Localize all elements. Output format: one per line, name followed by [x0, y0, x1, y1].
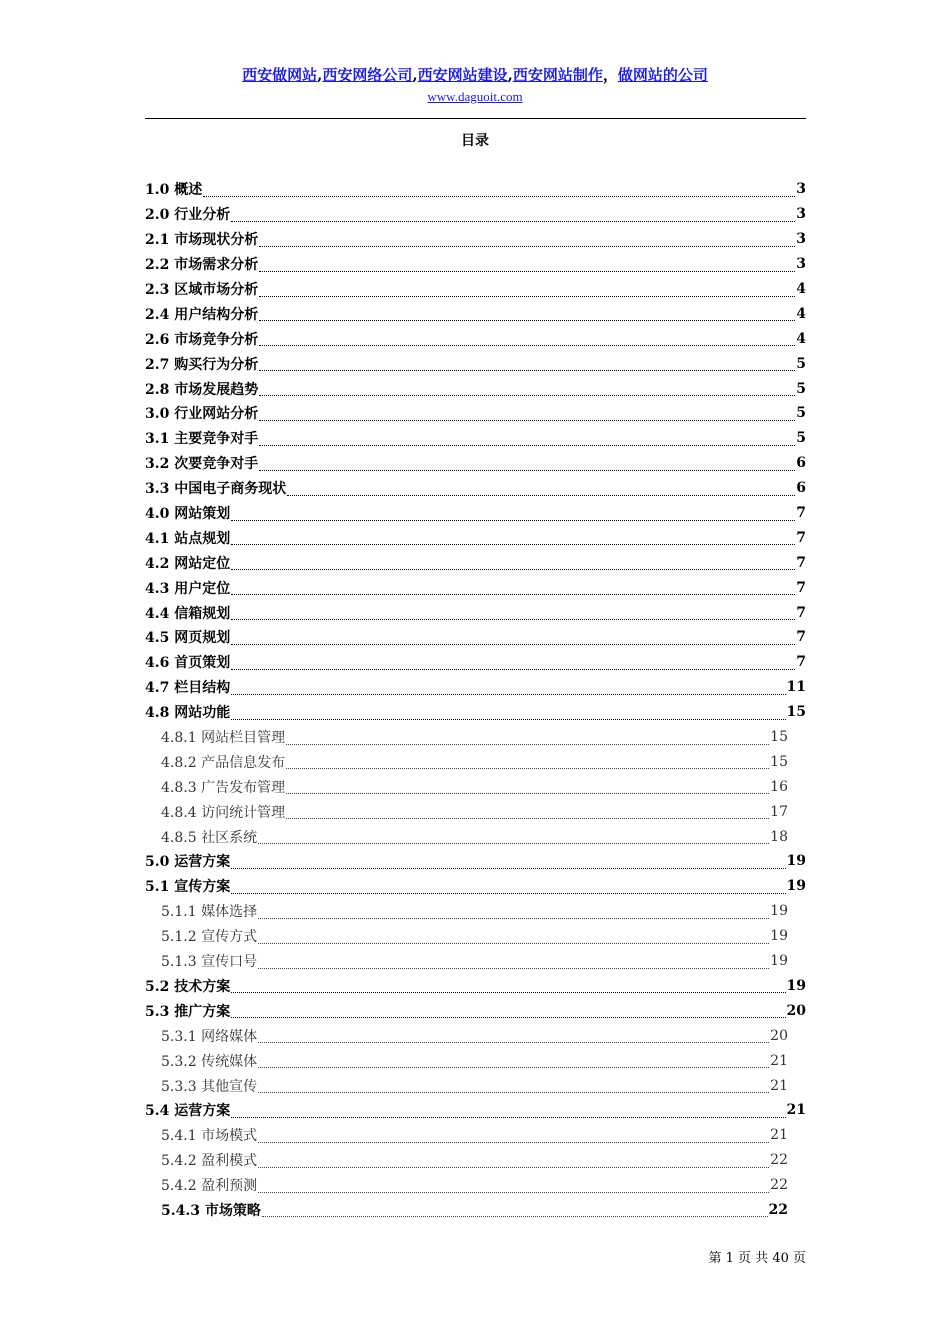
header-link-3[interactable]: 西安网站建设: [417, 66, 508, 84]
toc-leader-dots: [231, 1003, 785, 1018]
toc-entry[interactable]: [145, 227, 806, 252]
toc-entry-page: 15: [770, 753, 788, 770]
toc-entry-page: 7: [796, 554, 806, 571]
toc-entry[interactable]: [145, 700, 806, 725]
toc-entry-page: 22: [770, 1152, 788, 1169]
toc-entry-label: 4.3 用户定位: [145, 580, 231, 597]
toc-entry-page: 3: [796, 181, 806, 198]
toc-entry-label: 2.6 市场竞争分析: [145, 331, 259, 348]
toc-leader-dots: [231, 879, 785, 894]
toc-entry[interactable]: [145, 501, 806, 526]
header-separator: ，: [602, 66, 618, 84]
toc-leader-dots: [286, 804, 769, 819]
toc-leader-dots: [258, 1078, 769, 1093]
toc-leader-dots: [231, 705, 785, 720]
toc-leader-dots: [203, 182, 795, 197]
toc-entry-page: 6: [796, 480, 806, 497]
toc-entry-page: 16: [770, 778, 788, 795]
toc-entry-label: 2.7 购买行为分析: [145, 356, 259, 373]
toc-entry[interactable]: [145, 575, 806, 600]
toc-entry-page: 7: [796, 604, 806, 621]
toc-entry[interactable]: [145, 451, 806, 476]
toc-entry[interactable]: [145, 1173, 788, 1198]
toc-entry[interactable]: [145, 849, 806, 874]
toc-leader-dots: [259, 306, 795, 321]
toc-entry[interactable]: [145, 799, 788, 824]
toc-leader-dots: [258, 904, 769, 919]
toc-entry-page: 11: [786, 679, 806, 696]
toc-entry-page: 3: [796, 256, 806, 273]
toc-leader-dots: [231, 655, 795, 670]
toc-entry-page: 5: [796, 430, 806, 447]
toc-entry[interactable]: [145, 550, 806, 575]
toc-entry-label: 5.4.2 盈利预测: [161, 1178, 258, 1195]
toc-entry[interactable]: [145, 774, 788, 799]
toc-leader-dots: [231, 605, 795, 620]
toc-entry[interactable]: [145, 426, 806, 451]
header-link-4[interactable]: 西安网站制作: [512, 66, 603, 84]
toc-entry-label: 4.6 首页策划: [145, 655, 231, 672]
header-separator: ,: [507, 66, 513, 84]
toc-leader-dots: [287, 481, 795, 496]
toc-leader-dots: [259, 431, 795, 446]
toc-leader-dots: [231, 978, 785, 993]
toc-entry-label: 2.0 行业分析: [145, 207, 231, 224]
toc-entry-page: 7: [796, 505, 806, 522]
toc-entry-label: 4.8.5 社区系统: [161, 829, 258, 846]
toc-entry[interactable]: [145, 749, 788, 774]
toc-entry-label: 3.0 行业网站分析: [145, 406, 259, 423]
toc-entry-page: 19: [770, 953, 788, 970]
toc-entry-page: 21: [770, 1077, 788, 1094]
toc-entry-label: 4.8 网站功能: [145, 705, 231, 722]
toc-entry-page: 4: [796, 305, 806, 322]
toc-entry-label: 5.3.3 其他宣传: [161, 1078, 258, 1095]
toc-entry-page: 15: [770, 729, 788, 746]
toc-entry-label: 5.1.2 宣传方式: [161, 929, 258, 946]
toc-leader-dots: [258, 929, 769, 944]
toc-entry[interactable]: [145, 874, 806, 899]
header-links: [0, 64, 950, 86]
toc-leader-dots: [286, 779, 769, 794]
toc-entry-label: 2.1 市场现状分析: [145, 232, 259, 249]
toc-entry-page: 5: [796, 355, 806, 372]
toc-entry-label: 4.0 网站策划: [145, 506, 231, 523]
header-separator: ,: [317, 66, 323, 84]
toc-entry-page: 19: [786, 878, 806, 895]
toc-leader-dots: [286, 730, 769, 745]
toc-leader-dots: [258, 1053, 769, 1068]
header-link-1[interactable]: 西安做网站: [242, 66, 318, 84]
toc-entry[interactable]: [145, 1048, 788, 1073]
toc-leader-dots: [231, 555, 795, 570]
toc-entry[interactable]: [145, 177, 806, 202]
toc-leader-dots: [231, 207, 795, 222]
toc-entry-label: 4.8.3 广告发布管理: [161, 779, 286, 796]
toc-leader-dots: [259, 406, 795, 421]
toc-entry-label: 4.7 栏目结构: [145, 680, 231, 697]
header-url-link[interactable]: www.daguoit.com: [427, 89, 523, 104]
toc-entry[interactable]: [145, 1098, 806, 1123]
toc-entry-page: 5: [796, 405, 806, 422]
toc-entry-label: 5.1.3 宣传口号: [161, 954, 258, 971]
toc-entry[interactable]: [145, 824, 788, 849]
toc-entry-page: 19: [786, 853, 806, 870]
toc-entry-page: 20: [770, 1027, 788, 1044]
toc-leader-dots: [231, 530, 795, 545]
toc-entry-page: 21: [770, 1052, 788, 1069]
toc-entry-label: 4.4 信箱规划: [145, 605, 231, 622]
toc-entry[interactable]: [145, 351, 806, 376]
header-link-5[interactable]: 做网站的公司: [617, 66, 708, 84]
toc-entry-label: 5.3.2 传统媒体: [161, 1053, 258, 1070]
toc-entry-page: 3: [796, 231, 806, 248]
toc-leader-dots: [258, 1153, 769, 1168]
toc-entry-label: 2.4 用户结构分析: [145, 306, 259, 323]
toc-entry-label: 2.3 区域市场分析: [145, 282, 259, 298]
toc-entry-page: 7: [796, 579, 806, 596]
toc-entry[interactable]: [145, 725, 788, 750]
toc-entry-page: 22: [770, 1177, 788, 1194]
toc-entry[interactable]: [145, 401, 806, 426]
toc-entry[interactable]: [145, 1023, 788, 1048]
toc-entry[interactable]: [145, 974, 806, 999]
toc-entry[interactable]: [145, 202, 806, 227]
toc-entry[interactable]: [145, 650, 806, 675]
toc-entry-label: 4.5 网页规划: [145, 630, 231, 647]
header-divider: [145, 118, 806, 119]
toc-leader-dots: [258, 1028, 769, 1043]
toc-leader-dots: [259, 456, 795, 471]
toc-entry-page: 4: [796, 281, 806, 297]
toc-entry-page: 5: [796, 380, 806, 397]
toc-leader-dots: [231, 630, 795, 645]
toc-entry-label: 5.1 宣传方案: [145, 879, 231, 896]
toc-entry[interactable]: [145, 1198, 788, 1223]
toc-entry[interactable]: [145, 476, 806, 501]
toc-entry-page: 20: [786, 1002, 806, 1019]
toc-entry-label: 1.0 概述: [145, 182, 203, 199]
toc-entry-page: 7: [796, 529, 806, 546]
toc-entry-page: 17: [770, 803, 788, 820]
toc-entry-label: 5.3.1 网络媒体: [161, 1028, 258, 1045]
toc-leader-dots: [231, 506, 795, 521]
toc-entry-label: 5.3 推广方案: [145, 1003, 231, 1020]
toc-entry[interactable]: [145, 998, 806, 1023]
toc-entry-page: 7: [796, 629, 806, 646]
toc-entry-label: 4.8.1 网站栏目管理: [161, 730, 286, 747]
toc-entry-label: 4.8.2 产品信息发布: [161, 754, 286, 771]
toc-leader-dots: [259, 356, 795, 371]
toc-entry[interactable]: [145, 675, 806, 700]
toc-entry-label: 4.1 站点规划: [145, 530, 231, 547]
toc-entry-label: 4.2 网站定位: [145, 555, 231, 572]
toc-leader-dots: [258, 1178, 769, 1193]
toc-leader-dots: [259, 257, 795, 272]
toc-leader-dots: [259, 381, 795, 396]
header-separator: ,: [412, 66, 418, 84]
toc-entry[interactable]: [145, 326, 806, 351]
toc-entry[interactable]: [145, 376, 806, 401]
toc-entry-label: 3.3 中国电子商务现状: [145, 481, 287, 498]
toc-entry-label: 5.4.3 市场策略: [161, 1202, 261, 1219]
toc-entry-page: 19: [786, 977, 806, 994]
toc-entry-label: 2.2 市场需求分析: [145, 257, 259, 274]
toc-entry-page: 3: [796, 206, 806, 223]
toc-entry-label: 5.4.2 盈利模式: [161, 1153, 258, 1170]
toc-entry-page: 4: [796, 330, 806, 347]
toc-entry-label: 4.8.4 访问统计管理: [161, 804, 286, 821]
toc-entry-label: 2.8 市场发展趋势: [145, 381, 259, 398]
toc-entry[interactable]: [145, 277, 806, 302]
toc-entry[interactable]: [145, 1123, 788, 1148]
toc-leader-dots: [258, 829, 769, 844]
toc-leader-dots: [286, 754, 769, 769]
toc-entry[interactable]: [145, 1073, 788, 1098]
toc-entry-label: 3.2 次要竞争对手: [145, 456, 259, 473]
toc-leader-dots: [262, 1202, 768, 1217]
toc-entry-label: 5.4.1 市场模式: [161, 1128, 258, 1145]
toc-entry-label: 3.1 主要竞争对手: [145, 431, 259, 448]
toc-entry[interactable]: [145, 625, 806, 650]
toc-leader-dots: [259, 282, 795, 297]
toc-title: 目录: [461, 133, 489, 149]
toc-entry-page: 21: [786, 1102, 806, 1119]
toc-leader-dots: [258, 954, 769, 969]
toc-leader-dots: [259, 232, 795, 247]
toc-entry[interactable]: [145, 600, 806, 625]
page-header: [0, 64, 950, 105]
toc-leader-dots: [231, 854, 785, 869]
toc-entry-page: 15: [786, 704, 806, 721]
toc-entry[interactable]: [145, 899, 788, 924]
toc-leader-dots: [231, 580, 795, 595]
toc-entry[interactable]: [145, 301, 806, 326]
header-link-2[interactable]: 西安网络公司: [322, 66, 413, 84]
toc-entry-page: 21: [770, 1127, 788, 1144]
toc-entry[interactable]: [145, 949, 788, 974]
toc-entry-label: 5.4 运营方案: [145, 1103, 231, 1120]
toc-leader-dots: [231, 1103, 785, 1118]
toc-leader-dots: [231, 680, 785, 695]
toc-entry[interactable]: [145, 525, 806, 550]
toc-entry[interactable]: [145, 1148, 788, 1173]
toc-entry[interactable]: [145, 252, 806, 277]
toc-leader-dots: [259, 331, 795, 346]
toc-entry-page: 18: [770, 828, 788, 845]
toc-entry-page: 22: [768, 1201, 788, 1218]
toc-entry-label: 5.1.1 媒体选择: [161, 904, 258, 921]
toc-entry-page: 19: [770, 903, 788, 920]
table-of-contents: [145, 177, 806, 1222]
toc-entry-page: 19: [770, 928, 788, 945]
toc-entry[interactable]: [145, 924, 788, 949]
toc-leader-dots: [258, 1128, 769, 1143]
toc-entry-page: 7: [796, 654, 806, 671]
toc-entry-label: 5.0 运营方案: [145, 854, 231, 871]
toc-entry-page: 6: [796, 455, 806, 472]
toc-entry-label: 5.2 技术方案: [145, 978, 231, 995]
page-footer: 第 1 页 共 40 页: [708, 1251, 806, 1266]
